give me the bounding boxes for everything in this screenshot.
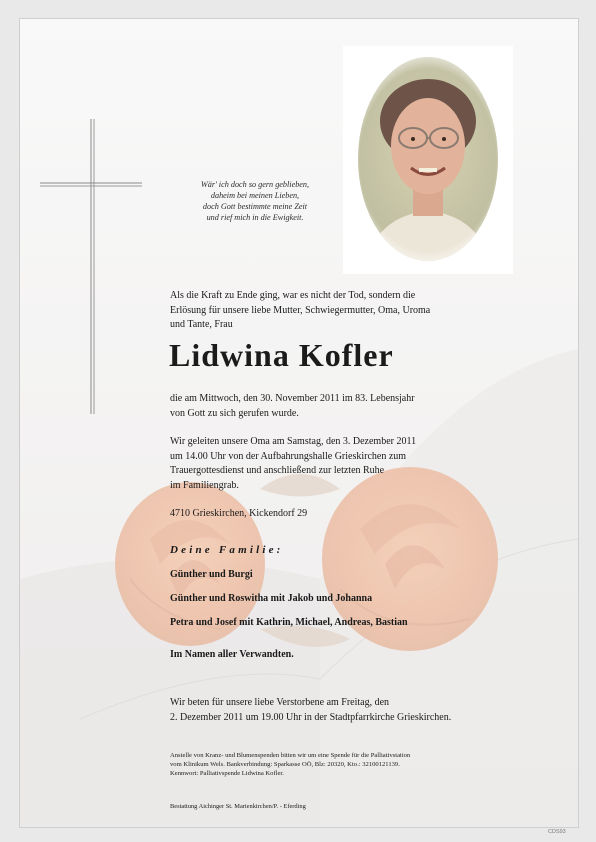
obituary-card xyxy=(19,18,579,828)
poem-line: doch Gott bestimmte meine Zeit xyxy=(202,202,308,211)
portrait-image xyxy=(343,46,513,274)
family-heading: Deine Familie: xyxy=(170,544,284,556)
document-code: CDS93 xyxy=(548,829,566,835)
address: 4710 Grieskirchen, Kickendorf 29 xyxy=(170,508,308,519)
prayer-line: Wir beten für unsere liebe Verstorbene am Freitag, den xyxy=(170,697,390,708)
family-member: Günther und Roswitha mit Jakob und Johanna xyxy=(170,593,373,604)
portrait-photo xyxy=(343,46,513,274)
intro-text xyxy=(170,289,530,333)
deceased-name: Lidwina Kofler xyxy=(169,337,394,373)
funeral-line: Wir geleiten unsere Oma am Samstag, den 3. Dezember 2011 xyxy=(170,436,417,447)
family-member: Petra und Josef mit Kathrin, Michael, Andreas, Bastian xyxy=(170,617,408,628)
poem-line: daheim bei meinen Lieben, xyxy=(210,191,300,200)
death-line: von Gott zu sich gerufen wurde. xyxy=(170,407,299,419)
donation-note xyxy=(170,751,530,778)
relatives-line: Im Namen aller Verwandten. xyxy=(170,649,294,660)
poem-line: und rief mich in die Ewigkeit. xyxy=(206,213,304,222)
intro-line: und Tante, Frau xyxy=(170,319,233,330)
family-member: Günther und Burgi xyxy=(170,569,253,580)
donation-line: Kennwort: Palliativspende Lidwina Kofler. xyxy=(170,770,284,777)
death-line: die am Mittwoch, den 30. November 2011 im 83. Lebensjahr xyxy=(170,393,415,404)
donation-line: Anstelle von Kranz- und Blumenspenden bitten wir um eine Spende für die Palliativstation xyxy=(170,752,411,759)
death-notice xyxy=(170,392,530,421)
intro-line: Erlösung für unsere liebe Mutter, Schwiegermutter, Oma, Uroma xyxy=(170,304,431,316)
poem xyxy=(165,179,345,223)
funeral-line: um 14.00 Uhr von der Aufbahrungshalle Grieskirchen zum xyxy=(170,450,407,462)
funeral-line: Trauergottesdienst und anschließend zur letzten Ruhe xyxy=(170,465,385,476)
funeral-info xyxy=(170,435,530,493)
intro-line: Als die Kraft zu Ende ging, war es nicht der Tod, sondern die xyxy=(170,290,416,301)
donation-line: vom Klinikum Wels. Bankverbindung: Sparkasse OÖ, Blz: 20320, Kto.: 32100121139. xyxy=(170,761,400,768)
undertaker-credit: Bestattung Aichinger St. Marienkirchen/P. - Eferding xyxy=(170,803,306,810)
prayer-info xyxy=(170,696,530,725)
prayer-line: 2. Dezember 2011 um 19.00 Uhr in der Stadtpfarrkirche Grieskirchen. xyxy=(170,711,452,723)
cross-icon xyxy=(40,119,150,419)
poem-line: Wär' ich doch so gern geblieben, xyxy=(200,180,310,189)
funeral-line: im Familiengrab. xyxy=(170,479,239,491)
